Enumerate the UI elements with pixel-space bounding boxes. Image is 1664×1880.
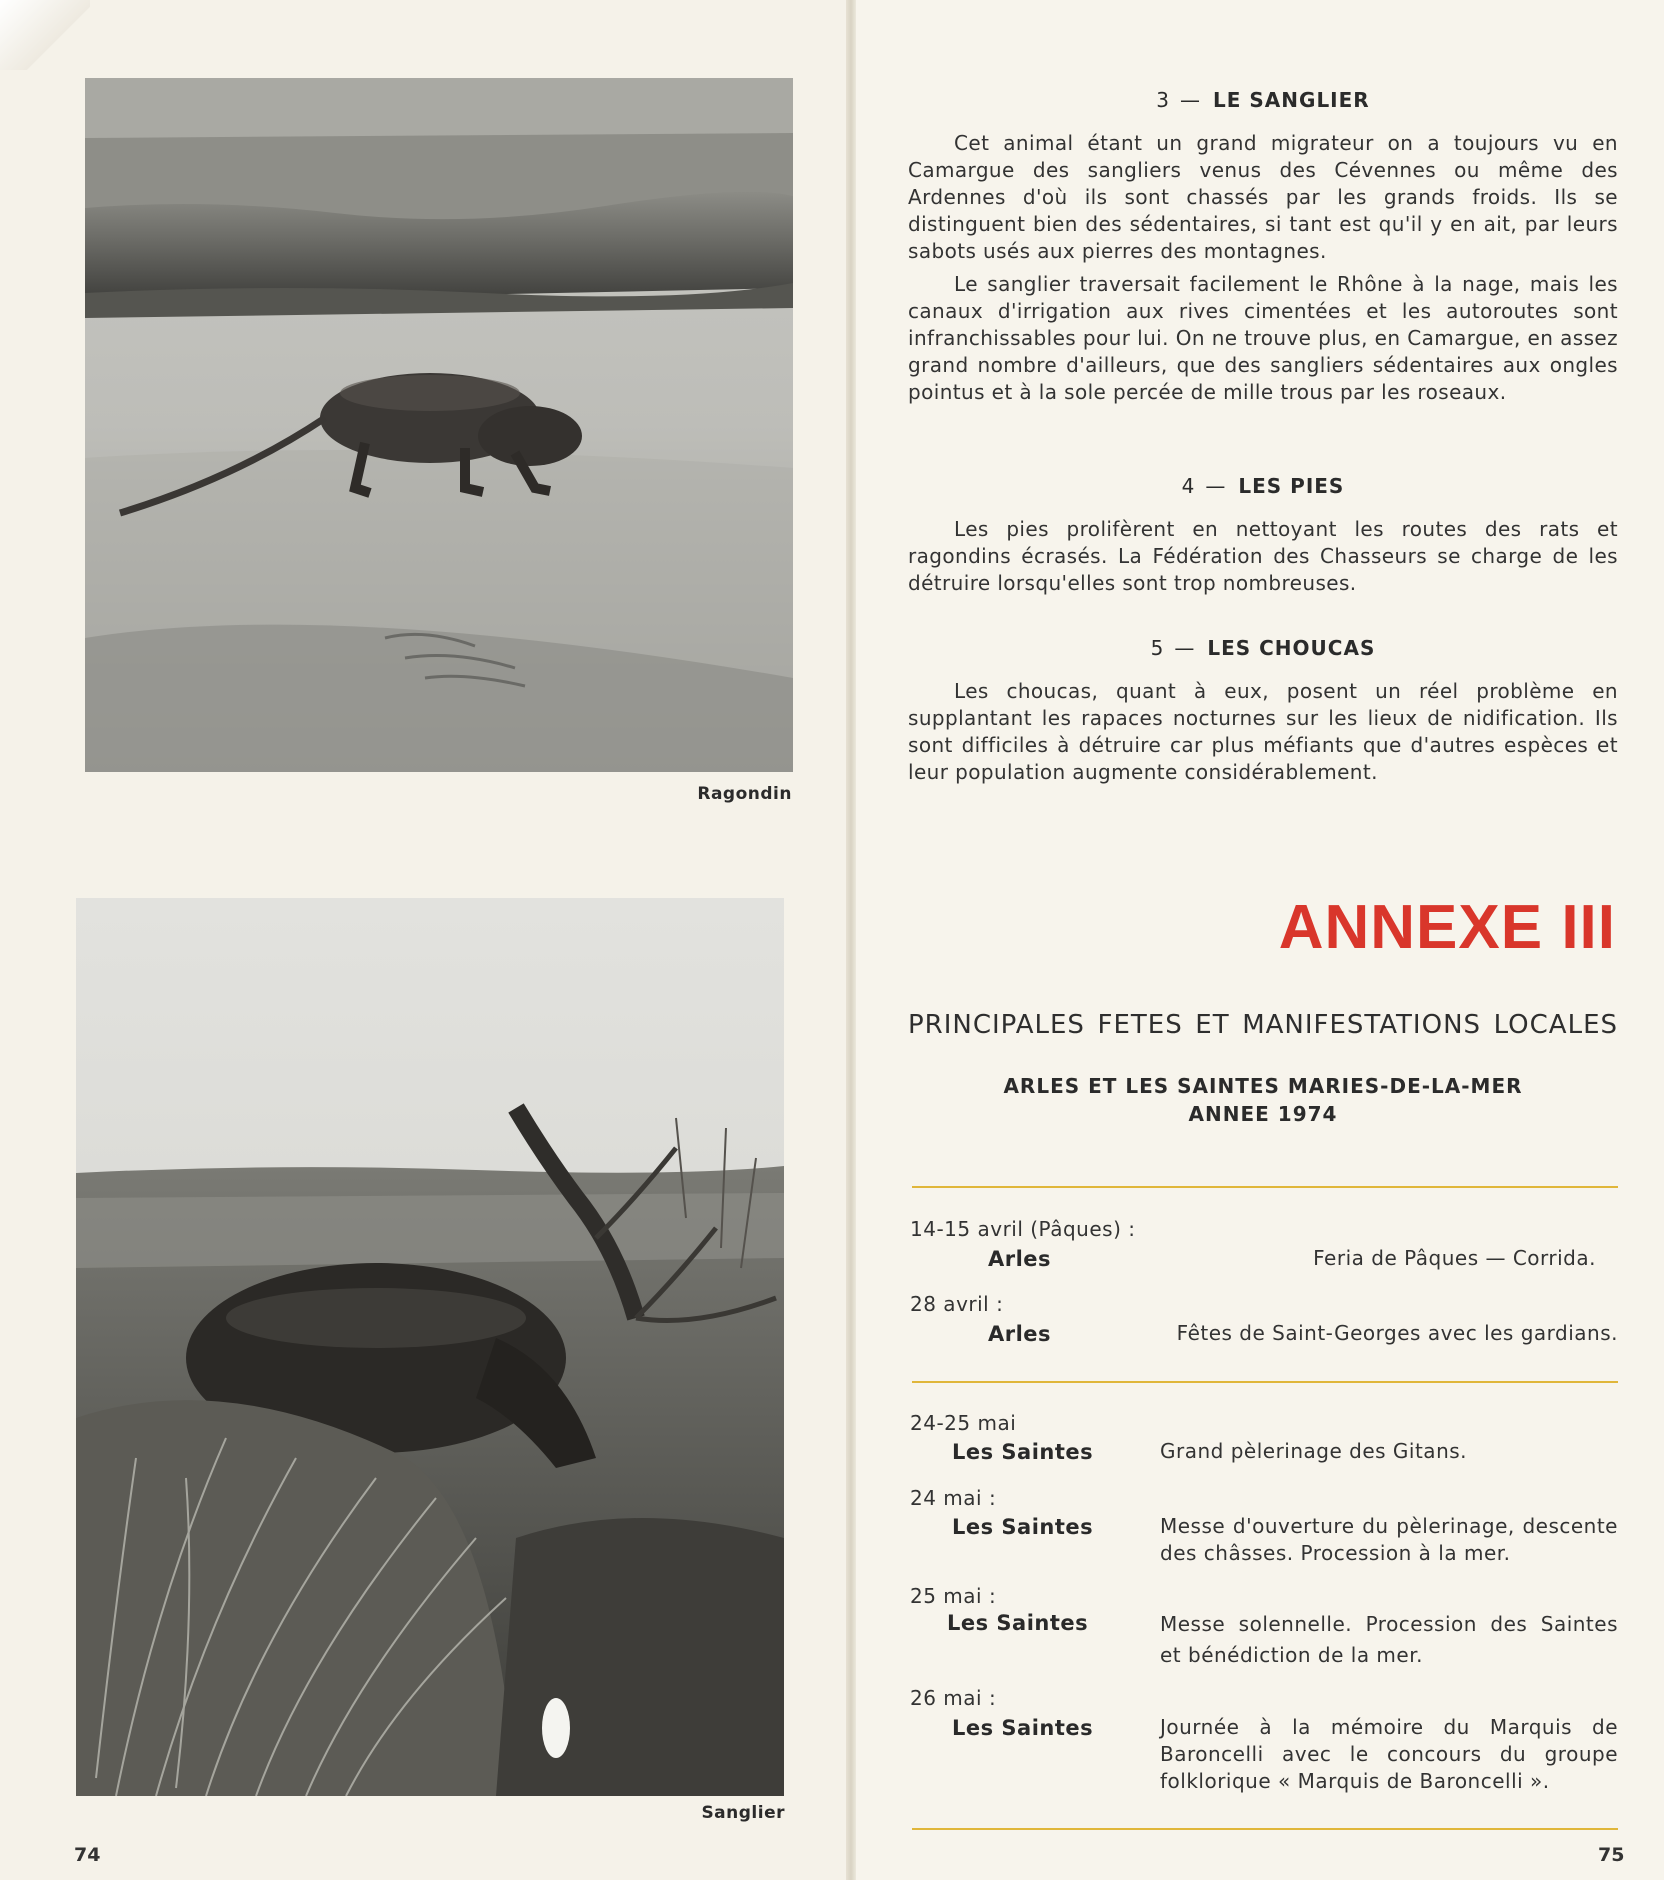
event-place: Les Saintes: [952, 1515, 1094, 1539]
event-date: 28 avril :: [910, 1292, 1004, 1316]
section-title-sanglier: [908, 88, 1618, 112]
event-description: Grand pèlerinage des Gitans.: [1160, 1439, 1468, 1463]
annex-title: ANNEXE III: [1278, 893, 1616, 962]
event-description: Fêtes de Saint-Georges avec les gardians.: [1176, 1321, 1618, 1345]
annex-place-line: ARLES ET LES SAINTES MARIES-DE-LA-MER: [1003, 1074, 1523, 1098]
event-date: 24 mai :: [910, 1486, 997, 1510]
divider-rule: [912, 1381, 1618, 1383]
section-number: 4: [1181, 474, 1196, 498]
section-title-choucas: [908, 636, 1618, 660]
event-description: Feria de Pâques — Corrida.: [1313, 1246, 1596, 1270]
section-body-pies: [908, 516, 1618, 603]
section-dash: —: [1205, 474, 1227, 498]
book-gutter: [846, 0, 856, 1880]
divider-rule: [912, 1828, 1618, 1830]
event-date: 14-15 avril (Pâques) :: [910, 1217, 1136, 1241]
section-number: 5: [1150, 636, 1165, 660]
section-body-choucas: [908, 678, 1618, 792]
page-number-left: 74: [74, 1844, 101, 1866]
photo-ragondin: [85, 78, 793, 772]
paragraph: Les choucas, quant à eux, posent un réel problème en supplantant les rapaces nocturnes sur les lieux de nidification. Ils sont difficiles à détruire car plus méfiants que d'autres espèces et leur population augmente considérablement.: [908, 679, 1618, 784]
divider-rule: [912, 1186, 1618, 1188]
annex-year-line: ANNEE 1974: [1188, 1102, 1338, 1126]
event-place: Arles: [988, 1322, 1052, 1346]
paragraph: Cet animal étant un grand migrateur on a toujours vu en Camargue des sangliers venus des Cévennes ou même des Ardennes d'où ils sont chassés par les grands froids. Ils se distinguent bien des sédentaires, si tant est qu'il y en ait, par leurs sabots usés aux pierres des montagnes.: [908, 131, 1618, 263]
event-place: Arles: [988, 1247, 1052, 1271]
event-place: Les Saintes: [947, 1611, 1089, 1635]
section-number: 3: [1156, 88, 1171, 112]
caption-sanglier: Sanglier: [701, 1803, 785, 1823]
event-place: Les Saintes: [952, 1716, 1094, 1740]
caption-ragondin: Ragondin: [697, 784, 792, 804]
section-title-text: LES PIES: [1238, 474, 1345, 498]
section-title-text: LE SANGLIER: [1213, 88, 1370, 112]
paragraph: Les pies prolifèrent en nettoyant les routes des rats et ragondins écrasés. La Fédération des Chasseurs se charge de les détruire lorsqu'elles sont trop nombreuses.: [908, 517, 1618, 595]
event-place: Les Saintes: [952, 1440, 1094, 1464]
event-description: Journée à la mémoire du Marquis de Baroncelli avec le concours du groupe folklorique « Marquis de Baroncelli ».: [1160, 1715, 1618, 1793]
annex-subtitle: PRINCIPALES FETES ET MANIFESTATIONS LOCALES: [908, 1010, 1618, 1040]
paragraph: Le sanglier traversait facilement le Rhône à la nage, mais les canaux d'irrigation aux rives cimentées et les autoroutes sont infranchissables pour lui. On ne trouve plus, en Camargue, en assez grand nombre d'ailleurs, que des sangliers sédentaires aux ongles pointus et à la sole percée de mille trous par les roseaux.: [908, 272, 1618, 404]
event-date: 26 mai :: [910, 1686, 997, 1710]
event-description: Messe solennelle. Procession des Saintes et bénédiction de la mer.: [1160, 1612, 1618, 1667]
section-dash: —: [1180, 88, 1202, 112]
torn-corner: [0, 0, 90, 70]
event-date: 24-25 mai: [910, 1411, 1017, 1435]
event-description: Messe d'ouverture du pèlerinage, descente des châsses. Procession à la mer.: [1160, 1514, 1618, 1565]
page-number-right: 75: [1598, 1844, 1625, 1866]
section-body-sanglier: [908, 130, 1618, 412]
event-date: 25 mai :: [910, 1584, 997, 1608]
annex-place-heading: [908, 1072, 1618, 1128]
section-dash: —: [1174, 636, 1196, 660]
section-title-pies: [908, 474, 1618, 498]
section-title-text: LES CHOUCAS: [1207, 636, 1376, 660]
photo-sanglier: [76, 898, 784, 1796]
